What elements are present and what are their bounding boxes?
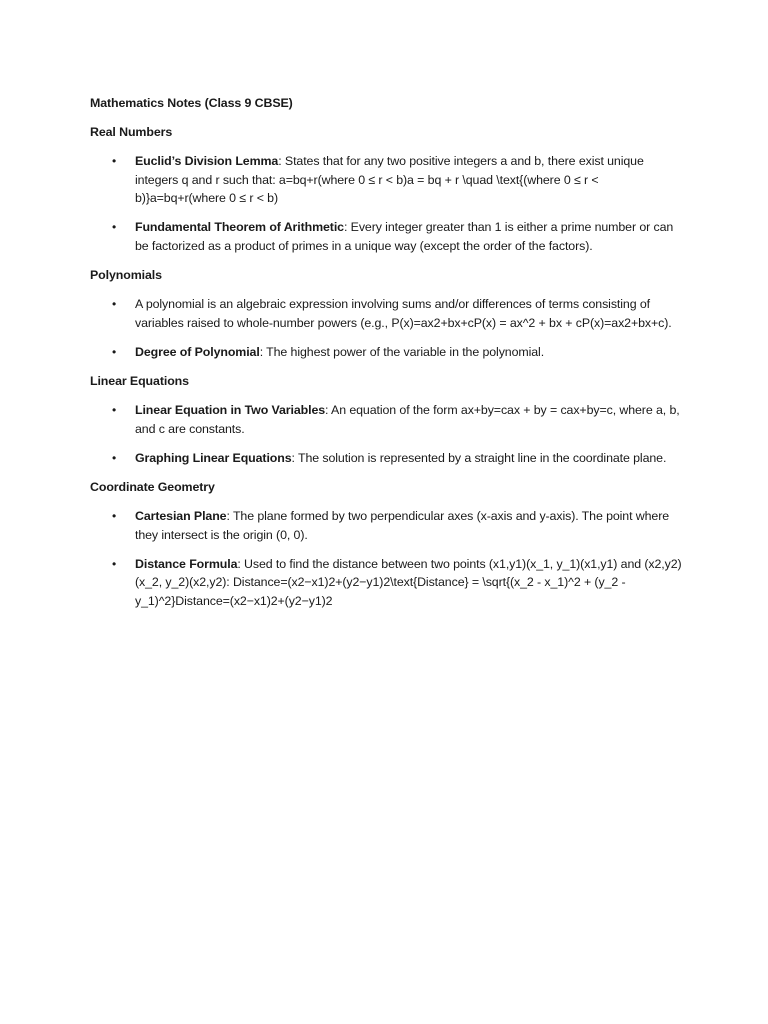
definition-text: : The solution is represented by a straight line in the coordinate plane. <box>291 450 667 465</box>
list-item-cartesian-plane <box>90 507 690 544</box>
definition-text: : The plane formed by two perpendicular axes (x-axis and y-axis). The point where they intersect is the origin (0, 0). <box>135 509 670 542</box>
bullet-icon: • <box>112 220 117 235</box>
definition-text: : The highest power of the variable in the polynomial. <box>259 344 545 359</box>
bullet-icon: • <box>112 556 117 571</box>
definition-text: A polynomial is an algebraic expression involving sums and/or differences of terms consisting of variables raised to whole-number powers (e.g., P(x)=ax2+bx+cP(x) = ax^2 + bx + cP(x)=ax2+bx+c). <box>135 297 672 330</box>
bullet-icon: • <box>112 344 117 359</box>
term-label: Graphing Linear Equations <box>135 450 292 465</box>
term-label: Euclid’s Division Lemma <box>135 154 279 169</box>
definition-text: : Every integer greater than 1 is either a prime number or can be factorized as a product of primes in a unique way (except the order of the factors). <box>135 220 674 254</box>
list-item-euclids-division-lemma <box>90 152 690 208</box>
bullet-icon: • <box>112 297 117 312</box>
term-label: Fundamental Theorem of Arithmetic <box>135 220 344 235</box>
list-item-linear-equation-two-variables <box>90 401 690 438</box>
document-title: Mathematics Notes (Class 9 CBSE) <box>90 96 293 110</box>
term-label: Linear Equation in Two Variables <box>135 403 326 418</box>
linear-equations-list <box>90 401 690 467</box>
bullet-icon: • <box>112 154 117 169</box>
term-label: Cartesian Plane <box>135 509 227 523</box>
section-heading-linear-equations: Linear Equations <box>90 374 189 389</box>
list-item-degree-of-polynomial <box>90 343 690 362</box>
bullet-icon: • <box>112 509 117 523</box>
coordinate-geometry-list <box>90 507 690 610</box>
term-label: Degree of Polynomial <box>135 344 260 359</box>
document-body <box>90 94 690 621</box>
real-numbers-list <box>90 152 690 255</box>
definition-text: : Used to find the distance between two points (x1,y1)(x_1, y_1)(x1,y1) and (x2,y2)(x_2, y_2)(x2,y2): Distance=(x2−x1)2+(y2−y1)2\text{Distance} = \sqrt{(x_2 - x_1)^2 + (y_2 - y_1)^2}Distance=(x2−x1)2+(y2−y1)2 <box>135 556 682 608</box>
definition-text: : States that for any two positive integers a and b, there exist unique integers q and r such that: a=bq+r(where 0 ≤ r < b)a = bq + r \quad \text{(where 0 ≤ r < b)}a=bq+r(where 0 ≤ r < b) <box>135 154 644 206</box>
section-heading-real-numbers: Real Numbers <box>90 125 173 140</box>
list-item-polynomial-definition <box>90 295 690 332</box>
polynomials-list <box>90 295 690 361</box>
list-item-distance-formula <box>90 555 690 611</box>
bullet-icon: • <box>112 450 117 465</box>
list-item-graphing-linear-equations <box>90 449 690 468</box>
section-heading-coordinate-geometry: Coordinate Geometry <box>90 479 215 494</box>
section-heading-polynomials: Polynomials <box>90 268 162 283</box>
list-item-fundamental-theorem <box>90 218 690 255</box>
term-label: Distance Formula <box>135 556 238 571</box>
definition-text: : An equation of the form ax+by=cax + by = cax+by=c, where a, b, and c are constants. <box>135 403 680 436</box>
bullet-icon: • <box>112 403 117 418</box>
